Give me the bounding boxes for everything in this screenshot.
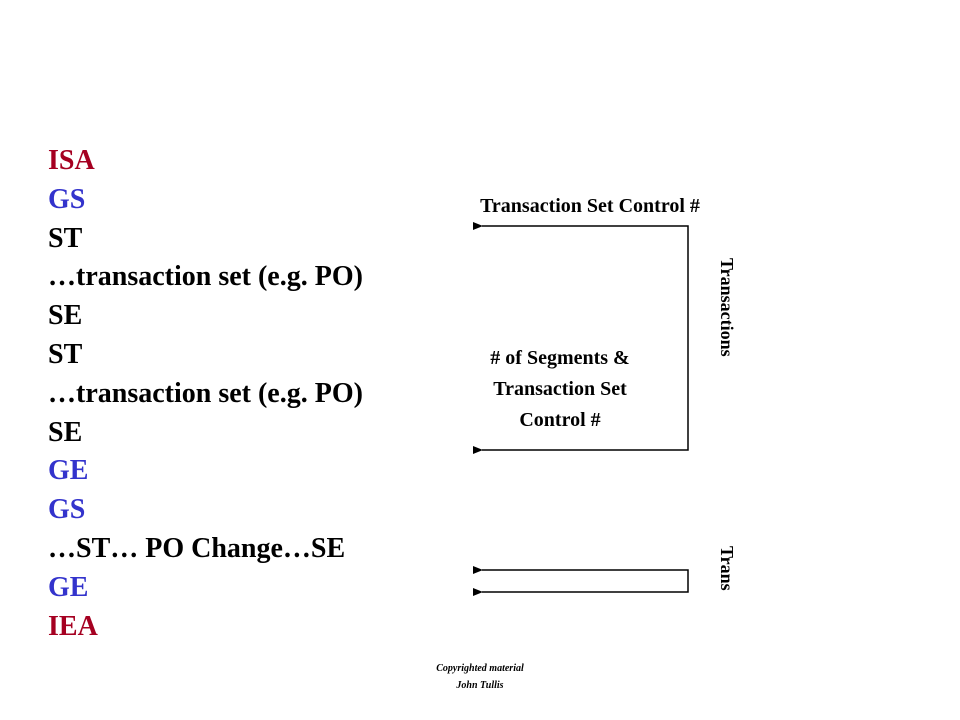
- st-control-label: Transaction Set Control #: [480, 195, 700, 217]
- copyright-line: Copyrighted material: [436, 663, 524, 674]
- segment-st: ST: [48, 338, 83, 370]
- se-control-label-line2: Transaction Set: [493, 378, 627, 400]
- se-control-label-line1: # of Segments &: [490, 347, 630, 369]
- segment-po-change: …ST… PO Change…SE: [48, 532, 346, 564]
- se-control-label-line3: Control #: [519, 409, 601, 431]
- segment-iea: IEA: [48, 610, 98, 642]
- segment-se: SE: [48, 300, 83, 332]
- segment-gs: GS: [48, 494, 86, 526]
- segment-se: SE: [48, 416, 83, 448]
- segment-transaction-set: …transaction set (e.g. PO): [48, 261, 363, 293]
- transactions-bracket-arrow: [482, 226, 688, 450]
- trans-vertical-label: Trans: [717, 546, 737, 591]
- segment-gs: GS: [48, 183, 86, 215]
- trans-bracket-arrow: [482, 570, 688, 592]
- segment-ge: GE: [48, 455, 89, 487]
- copyright-footer: [380, 660, 580, 694]
- segment-transaction-set: …transaction set (e.g. PO): [48, 377, 363, 409]
- author-line: John Tullis: [456, 680, 504, 691]
- segment-isa: ISA: [48, 145, 95, 176]
- transactions-vertical-label: Transactions: [717, 258, 737, 357]
- segment-st: ST: [48, 222, 83, 254]
- segment-ge: GE: [48, 571, 89, 603]
